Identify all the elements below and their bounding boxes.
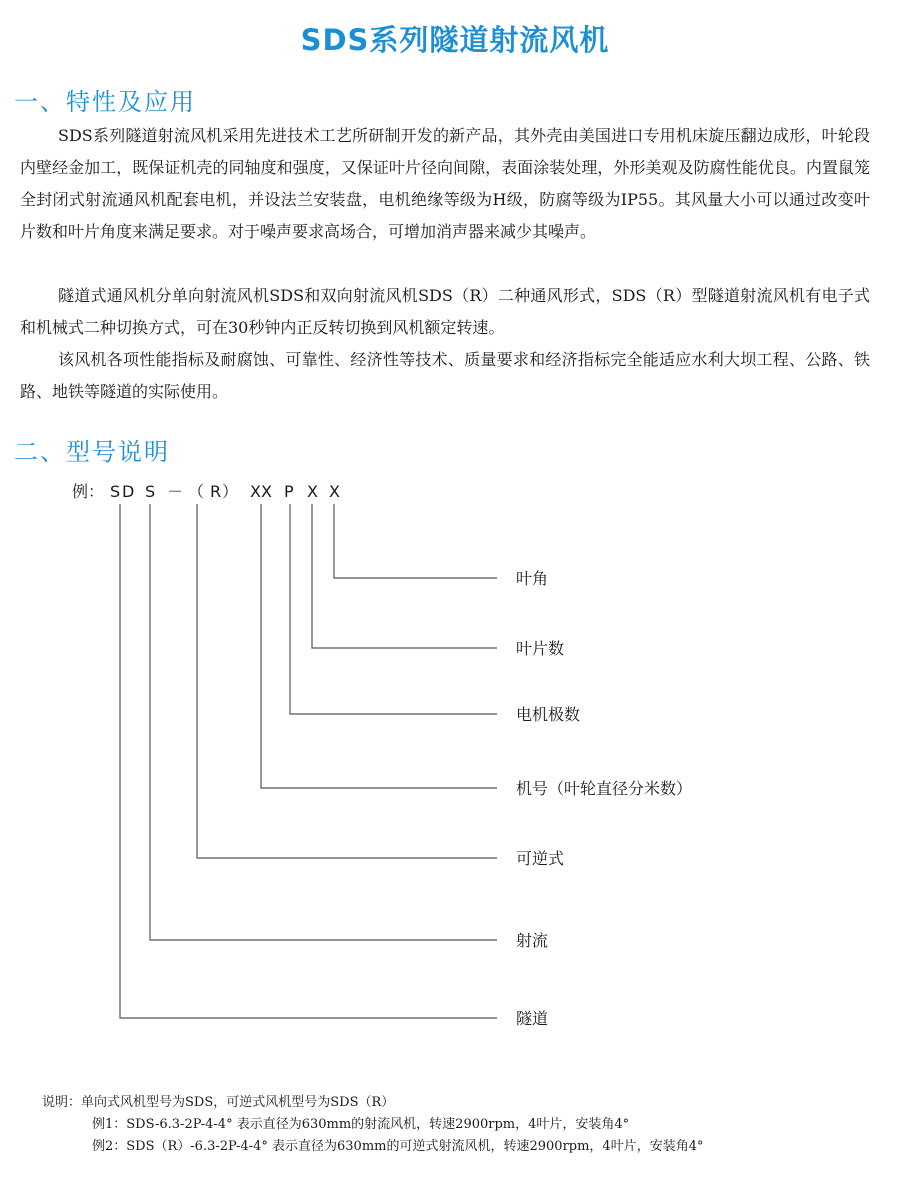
code-char: ） xyxy=(222,482,239,501)
code-char: S xyxy=(145,482,156,501)
code-char: D xyxy=(122,482,135,501)
leader-line-blade-angle xyxy=(334,504,497,578)
code-char: R xyxy=(210,482,222,501)
section-heading-model: 二、型号说明 xyxy=(14,438,170,466)
legend-tunnel: 隧道 xyxy=(516,1009,549,1028)
model-code-diagram xyxy=(0,470,910,1060)
section-heading-features: 一、特性及应用 xyxy=(14,88,196,116)
leader-line-blade-count xyxy=(312,504,497,648)
legend-motor-poles: 电机极数 xyxy=(516,705,581,724)
note-example-2: 例2：SDS（R）-6.3-2P-4-4° 表示直径为630mm的可逆式射流风机，转速2900rpm，4叶片，安装角4° xyxy=(92,1139,704,1154)
page-title: SDS系列隧道射流风机 xyxy=(300,23,610,57)
code-char: － xyxy=(167,482,184,501)
code-char: X xyxy=(261,482,272,501)
paragraph-intro: SDS系列隧道射流风机采用先进技术工艺所研制开发的新产品，其外壳由美国进口专用机床旋压翻边成形，叶轮段内壁经金加工，既保证机壳的同轴度和强度，又保证叶片径向间隙，表面涂装处理，外形美观及防腐性能优良。内置鼠笼全封闭式射流通风机配套电机，并设法兰安装盘，电机绝缘等级为H级，防腐等级为IP55。其风量大小可以通过改变叶片数和叶片角度来满足要求。对于噪声要求高场合，可增加消声器来减少其噪声。 xyxy=(20,126,870,241)
leader-line-reversible xyxy=(197,504,497,858)
legend-blade-angle: 叶角 xyxy=(516,569,549,588)
legend-machine-number: 机号（叶轮直径分米数） xyxy=(516,779,693,798)
legend-jet: 射流 xyxy=(516,931,549,950)
leader-line-machine-number xyxy=(261,504,497,788)
note-example-1: 例1：SDS-6.3-2P-4-4° 表示直径为630mm的射流风机，转速2900rpm，4叶片，安装角4° xyxy=(92,1117,630,1132)
leader-line-tunnel xyxy=(120,504,497,1018)
note-explanation: 说明：单向式风机型号为SDS，可逆式风机型号为SDS（R） xyxy=(42,1095,395,1110)
leader-line-motor-poles xyxy=(290,504,497,714)
leader-line-jet xyxy=(150,504,497,940)
example-prefix: 例： xyxy=(72,482,105,501)
paragraph-ventilation-types: 隧道式通风机分单向射流风机SDS和双向射流风机SDS（R）二种通风形式，SDS（R）型隧道射流风机有电子式和机械式二种切换方式，可在30秒钟内正反转切换到风机额定转速。 xyxy=(20,286,870,337)
paragraph-applications: 该风机各项性能指标及耐腐蚀、可靠性、经济性等技术、质量要求和经济指标完全能适应水利大坝工程、公路、铁路、地铁等隧道的实际使用。 xyxy=(20,350,870,401)
code-char: P xyxy=(284,482,294,501)
code-char: S xyxy=(110,482,121,501)
code-char: （ xyxy=(188,482,205,501)
notes-block xyxy=(42,1092,892,1158)
code-char: X xyxy=(250,482,261,501)
code-char: X xyxy=(307,482,318,501)
legend-blade-count: 叶片数 xyxy=(516,639,565,658)
code-char: X xyxy=(329,482,340,501)
legend-reversible: 可逆式 xyxy=(516,849,565,868)
